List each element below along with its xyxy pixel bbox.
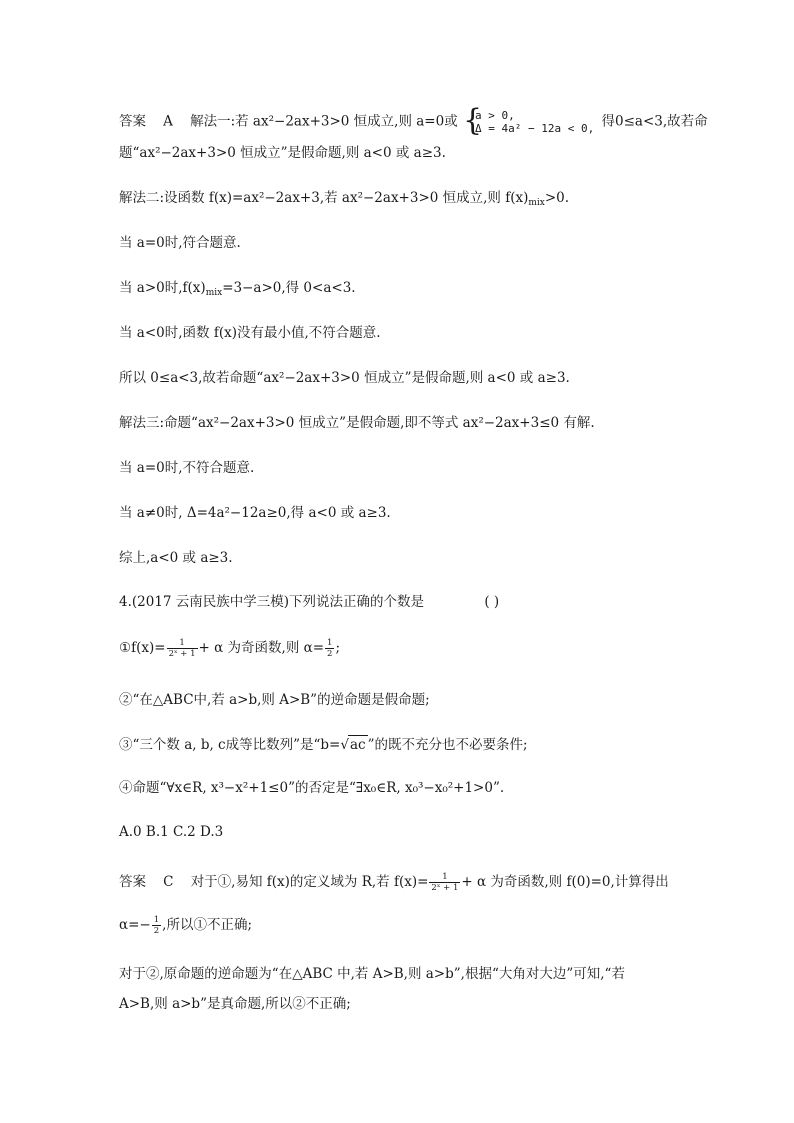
method3-line1: 解法三:命题“ax²−2ax+3>0 恒成立”是假命题,即不等式 ax²−2ax+3≤0 有解.: [119, 415, 595, 431]
answer4-line4: A>B,则 a>b”是真命题,所以②不正确;: [119, 996, 351, 1012]
fraction-denominator: 2: [327, 649, 333, 659]
method1-text: 解法一:若 ax²−2ax+3>0 恒成立,则 a=0或: [190, 113, 458, 130]
method3-line2: 当 a=0时,不符合题意.: [119, 460, 255, 476]
method2-text: 解法二:设函数 f(x)=ax²−2ax+3,若 ax²−2ax+3>0 恒成立,则 f(x): [119, 190, 529, 206]
q4-options: A.0 B.1 C.2 D.3: [119, 824, 224, 840]
s1-end: ;: [335, 640, 341, 656]
method2-line5: 所以 0≤a<3,故若命题“ax²−2ax+3>0 恒成立”是假命题,则 a<0 或 a≥3.: [119, 370, 570, 386]
method2-l3-tail: =3−a>0,得 0<a<3.: [222, 280, 356, 296]
question-stem-text: 4.(2017 云南民族中学三模)下列说法正确的个数是: [119, 594, 425, 610]
s3-tail: ”的既不充分也不必要条件;: [367, 737, 528, 753]
q4-statement-3: [119, 735, 528, 754]
q4-statement-2: ②“在△ABC中,若 a>b,则 A>B”的逆命题是假命题;: [119, 692, 430, 708]
alpha-eq: α=−: [119, 917, 151, 933]
method2-line1: [119, 189, 569, 212]
system-bottom: Δ = 4a² − 12a < 0,: [475, 122, 595, 135]
method2-line4: 当 a<0时,函数 f(x)没有最小值,不符合题意.: [119, 325, 381, 341]
fraction-denominator: 2ˣ + 1: [431, 883, 459, 893]
q4-statement-1: [119, 638, 340, 659]
sqrt-radicand: ac: [349, 737, 366, 753]
answer4-l2-tail: ,所以①不正确;: [162, 917, 253, 933]
method2-l3-text: 当 a>0时,f(x): [119, 280, 206, 296]
fraction: [167, 638, 198, 659]
method2-tail: >0.: [544, 190, 570, 206]
fraction-denominator: 2ˣ + 1: [168, 649, 196, 659]
answer4-text: 对于①,易知 f(x)的定义域为 R,若 f(x)=: [190, 874, 429, 890]
answer-choice: C: [163, 874, 174, 890]
answer4-line1: [119, 872, 669, 893]
system-top: { a > 0,: [475, 109, 515, 122]
fraction-numerator: 1: [167, 638, 198, 649]
fraction-numerator: 1: [327, 638, 333, 648]
fraction: [152, 915, 161, 936]
method2-line2: 当 a=0时,符合题意.: [119, 235, 241, 251]
subscript-mix: mix: [528, 198, 545, 208]
method2-line3: [119, 279, 356, 302]
s3-text: ③“三个数 a, b, c成等比数列”是“b=: [119, 737, 341, 753]
method3-line3: 当 a≠0时, Δ=4a²−12a≥0,得 a<0 或 a≥3.: [119, 505, 391, 521]
fraction: [429, 872, 460, 893]
answer4-tail: + α 为奇函数,则 f(0)=0,计算得出: [461, 874, 669, 890]
fraction-numerator: 1: [153, 915, 160, 925]
answer-label: 答案: [119, 113, 146, 130]
answer1-line2: 题“ax²−2ax+3>0 恒成立”是假命题,则 a<0 或 a≥3.: [119, 145, 446, 161]
s1-mid: + α 为奇函数,则 α=: [198, 640, 325, 656]
fraction: [325, 638, 334, 659]
answer-label: 答案: [119, 874, 146, 890]
method1-result: 得0≤a<3,故若命: [601, 113, 708, 130]
answer4-line2: [119, 915, 252, 936]
answer1-line1: [119, 109, 708, 135]
sqrt-sign: √: [340, 737, 349, 753]
q4-statement-4: ④命题“∀x∈R, x³−x²+1≤0”的否定是“∃x₀∈R, x₀³−x₀²+1>0”.: [119, 780, 505, 796]
method3-line4: 综上,a<0 或 a≥3.: [119, 550, 233, 566]
answer4-line3: 对于②,原命题的逆命题为“在△ABC 中,若 A>B,则 a>b”,根据“大角对大边”可知,“若: [119, 966, 625, 982]
inequality-system: [465, 109, 594, 135]
s1-text: ①f(x)=: [119, 640, 166, 656]
fraction-denominator: 2: [153, 926, 160, 936]
answer-paren: ( ): [484, 594, 500, 610]
answer-choice: A: [163, 113, 173, 130]
fraction-numerator: 1: [429, 872, 460, 883]
subscript-mix: mix: [205, 288, 223, 298]
question4-stem: [119, 593, 499, 611]
